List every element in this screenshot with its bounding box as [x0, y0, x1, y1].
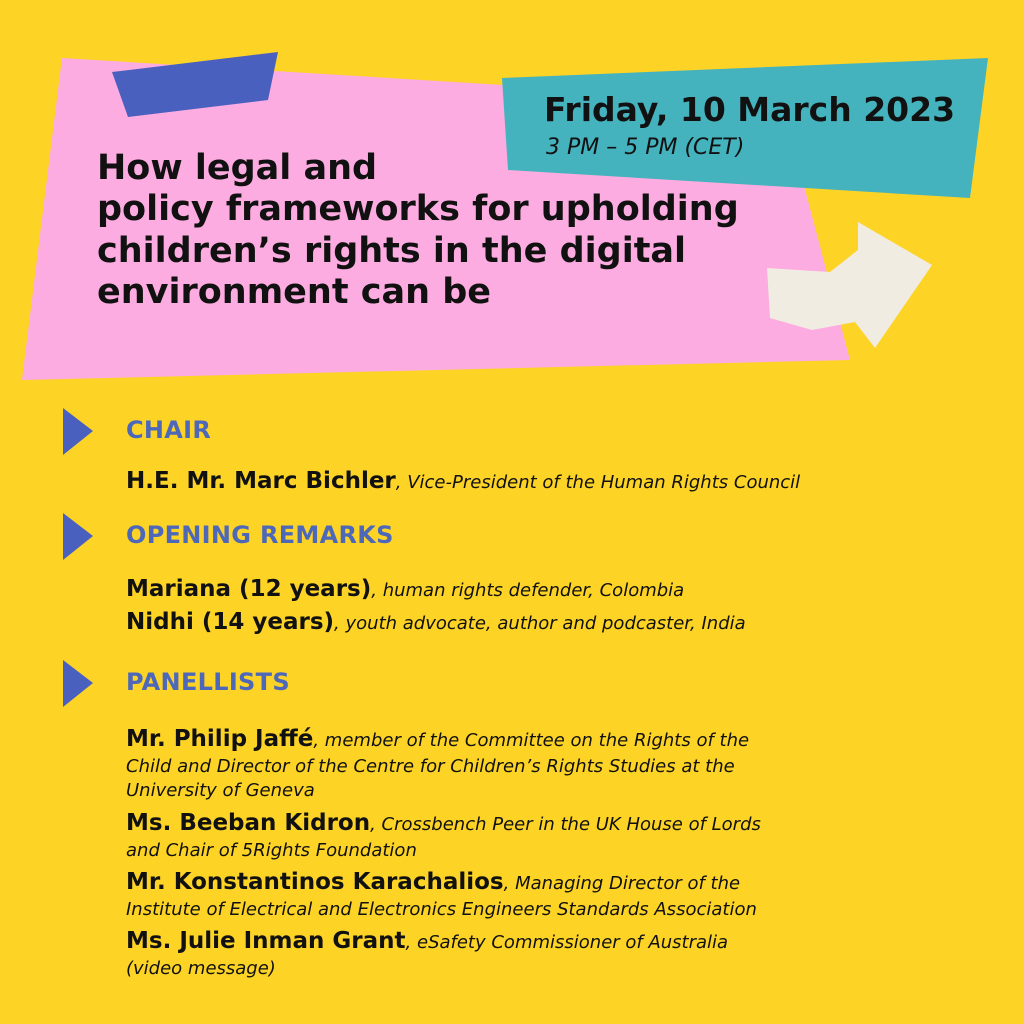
- panellists-bullet-icon: [63, 660, 93, 707]
- person-role: , member of the Committee on the Rights of the: [313, 730, 750, 751]
- opening-bullet-icon: [63, 513, 93, 560]
- chair-list: [126, 466, 886, 501]
- person-role: , eSafety Commissioner of Australia: [405, 932, 729, 954]
- opening-remarks-heading: OPENING REMARKS: [126, 521, 394, 549]
- person-role: , human rights defender, Colombia: [371, 580, 685, 601]
- date-block: [544, 90, 955, 160]
- panellists-heading: PANELLISTS: [126, 668, 290, 696]
- list-item: [126, 926, 886, 981]
- list-item: [126, 466, 886, 497]
- person-role-continued: Child and Director of the Centre for Children’s Rights Studies at the: [126, 756, 735, 778]
- person-name: Mr. Konstantinos Karachalios: [126, 868, 504, 895]
- person-name: Mariana (12 years): [126, 576, 372, 602]
- panellists-list: [126, 724, 886, 986]
- event-time: 3 PM – 5 PM (CET): [546, 135, 745, 160]
- title-line: environment can be: [97, 271, 491, 312]
- person-role: , Managing Director of the: [503, 872, 741, 894]
- person-role-continued: and Chair of 5Rights Foundation: [126, 839, 417, 861]
- list-item: [126, 607, 886, 638]
- person-role: , youth advocate, author and podcaster, India: [334, 613, 746, 635]
- chair-heading: CHAIR: [126, 416, 212, 444]
- person-name: Ms. Julie Inman Grant: [126, 928, 406, 955]
- event-date: Friday, 10 March 2023: [544, 90, 956, 129]
- opening-list: [126, 574, 886, 638]
- person-name: Mr. Philip Jaffé: [126, 726, 314, 752]
- person-role: , Vice-President of the Human Rights Council: [395, 472, 801, 493]
- title-line: How legal and: [97, 148, 378, 188]
- list-item: [126, 867, 886, 922]
- person-role-continued: Institute of Electrical and Electronics Engineers Standards Association: [126, 899, 757, 921]
- person-role-continued: University of Geneva: [126, 780, 315, 802]
- list-item: [126, 724, 886, 804]
- person-role-continued: (video message): [126, 958, 276, 980]
- person-name: Nidhi (14 years): [126, 609, 335, 636]
- title-line: policy frameworks for upholding: [97, 189, 739, 230]
- event-title: [97, 148, 817, 313]
- title-line: children’s rights in the digital: [97, 230, 687, 271]
- person-name: H.E. Mr. Marc Bichler: [126, 468, 396, 494]
- person-name: Ms. Beeban Kidron: [126, 809, 371, 836]
- person-role: , Crossbench Peer in the UK House of Lords: [370, 813, 761, 835]
- list-item: [126, 808, 886, 863]
- list-item: [126, 574, 886, 605]
- chair-bullet-icon: [63, 408, 93, 455]
